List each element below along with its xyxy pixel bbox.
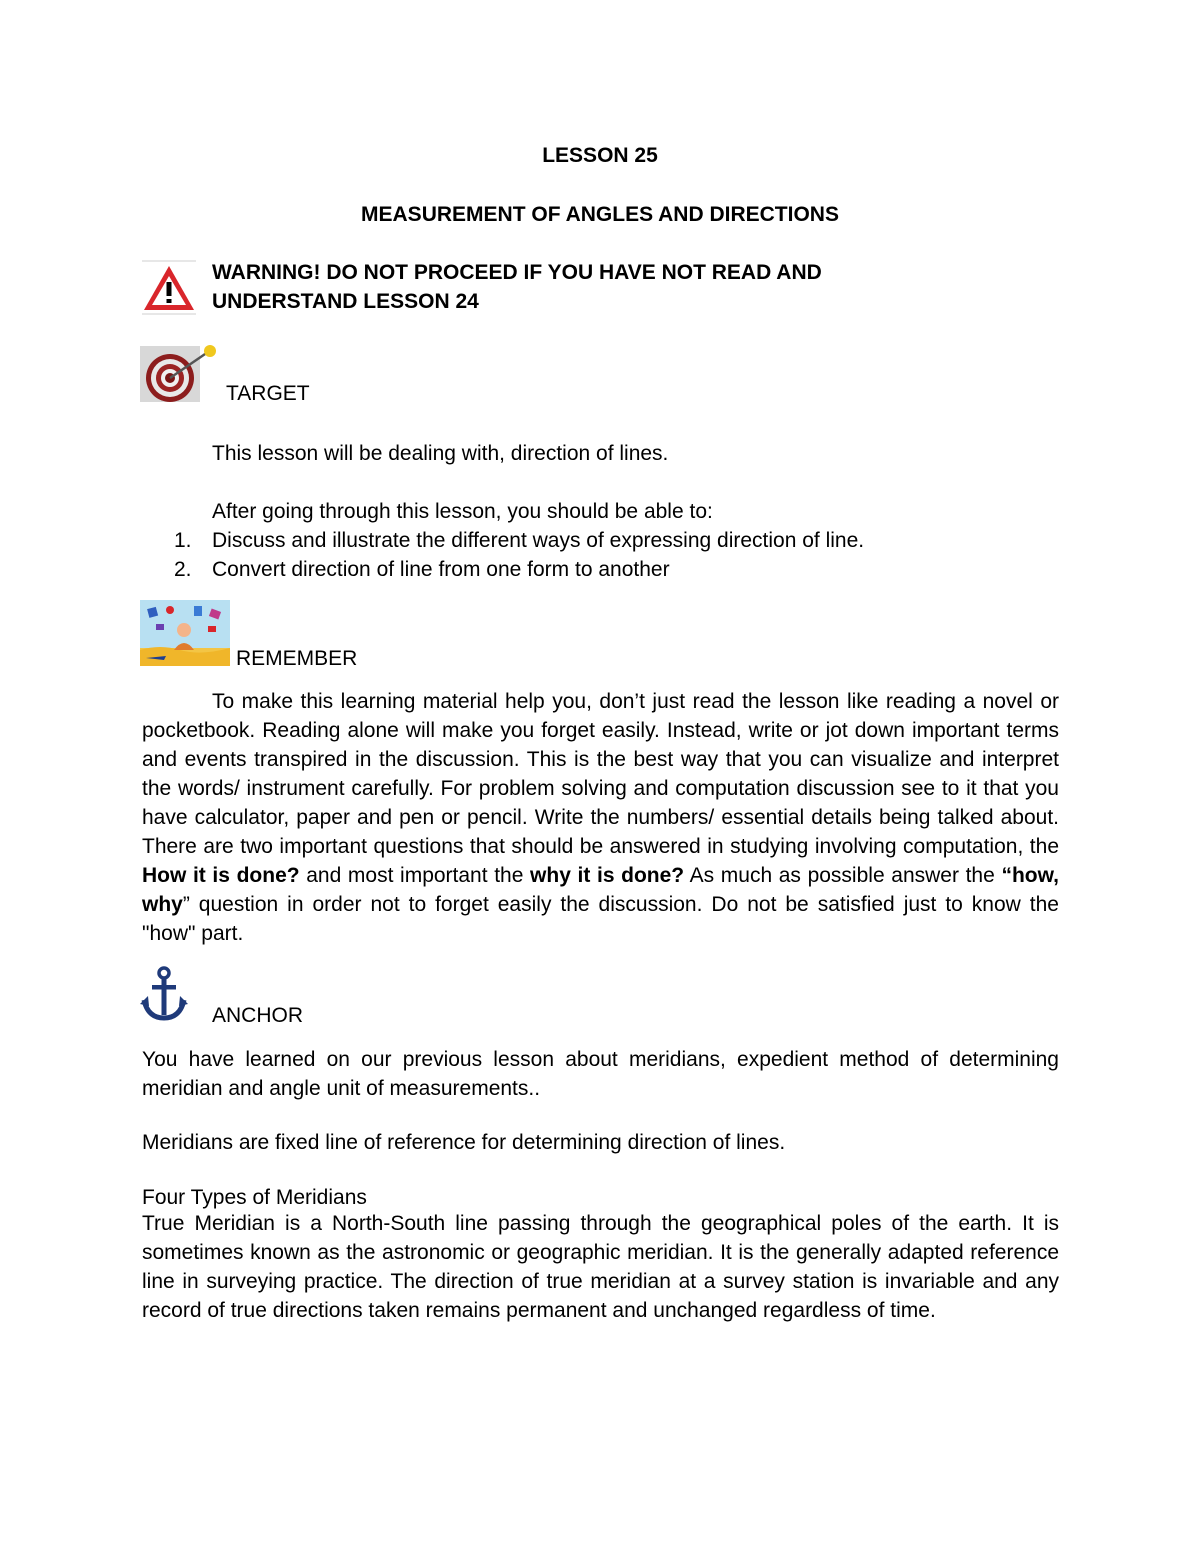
target-heading: TARGET [226,382,310,405]
lesson-title: MEASUREMENT OF ANGLES AND DIRECTIONS [361,203,839,226]
remember-text-3: As much as possible answer the [684,864,1002,887]
anchor-heading: ANCHOR [212,1004,304,1027]
warning-line-2: UNDERSTAND LESSON 24 [212,290,479,313]
anchor-paragraph-2: Meridians are fixed line of reference for determining direction of lines. [142,1131,786,1154]
remember-bold-how: How it is done? [142,864,300,887]
objective-number: 2. [174,558,192,581]
remember-bold-why: why it is done? [530,864,685,887]
true-meridian-text: True Meridian is a North-South line passing through the geographical poles of the earth. It is sometimes known as the astronomic or geographic meridian. It is the generally adapted reference line in surveying practice. The direction of true meridian at a survey station is invariable and any record of true directions taken remains permanent and unchanged regardless of time. [142,1212,1059,1322]
remember-text-2: and most important the [299,864,531,887]
target-intro: This lesson will be dealing with, direction of lines. [212,442,669,465]
warning-line-1: WARNING! DO NOT PROCEED IF YOU HAVE NOT READ AND [212,261,822,284]
anchor-paragraph-1 [142,1045,1059,1103]
anchor-text-1: You have learned on our previous lesson about meridians, expedient method of determining meridian and angle unit of measurements.. [142,1048,1059,1100]
remember-thinking-icon [140,600,230,666]
meridian-types-heading: Four Types of Meridians [142,1186,367,1209]
remember-heading: REMEMBER [236,647,358,670]
remember-bold-how-why: “how, why [142,864,1059,916]
remember-text-4: ” question in order not to forget easily the discussion. Do not be satisfied just to know the "how" part. [142,893,1059,945]
anchor-icon [140,966,188,1022]
lesson-number: LESSON 25 [542,144,658,167]
warning-triangle-icon [140,258,198,316]
true-meridian-paragraph [142,1209,1059,1325]
objective-number: 1. [174,529,192,552]
target-lead: After going through this lesson, you should be able to: [212,500,713,523]
objective-text: Discuss and illustrate the different ways of expressing direction of line. [212,529,865,552]
remember-text-1: To make this learning material help you, don’t just read the lesson like reading a novel or pocketbook. Reading alone will make you forget easily. Instead, write or jot down important terms and events transpired in the discussion. This is the best way that you can visualize and interpret the words/ instrument carefully. For problem solving and computation discussion see to it that you have calculator, paper and pen or pencil. Write the numbers/ essential details being talked about. There are two important questions that should be answered in studying involving computation, the [142,690,1059,858]
remember-paragraph [142,687,1059,948]
target-dartboard-icon [140,344,218,402]
objective-text: Convert direction of line from one form to another [212,558,670,581]
